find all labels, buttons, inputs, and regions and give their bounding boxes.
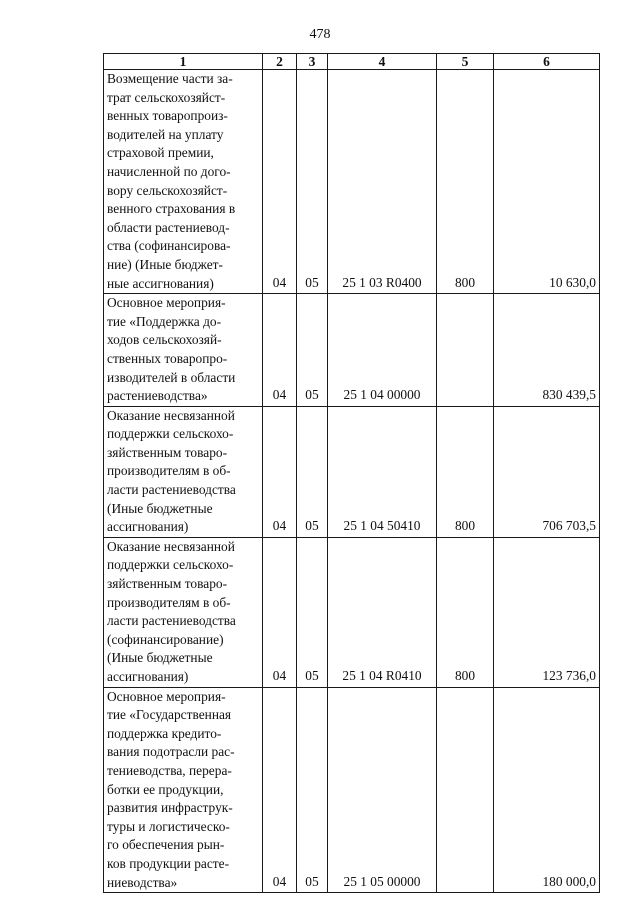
description-line: го обеспечения рын- — [107, 837, 225, 853]
target-article-code-value: 25 1 04 00000 — [343, 387, 421, 403]
target-article-code-value: 25 1 05 00000 — [343, 873, 421, 889]
table-row — [104, 294, 600, 407]
description-line: (Иные бюджетные — [107, 650, 213, 666]
subsection-code — [297, 687, 328, 893]
header-col-1: 1 — [104, 54, 263, 70]
table-row — [104, 687, 600, 893]
target-article-code — [328, 406, 437, 537]
table-row — [104, 70, 600, 294]
description-line: поддержки сельскохо- — [107, 426, 234, 442]
description-line: ные ассигнования) — [107, 275, 214, 291]
section-code — [263, 70, 297, 294]
description-line: ботки ее продукции, — [107, 781, 224, 797]
description-line: тениеводства, перера- — [107, 762, 232, 778]
amount-value: 830 439,5 — [542, 387, 596, 403]
row-description — [104, 294, 263, 407]
description-line: ассигнования) — [107, 669, 189, 684]
subsection-code-value: 05 — [305, 668, 319, 683]
target-article-code — [328, 70, 437, 294]
section-code — [263, 687, 297, 893]
description-line: ассигнования) — [107, 519, 189, 535]
amount — [494, 294, 600, 407]
amount-value: 123 736,0 — [542, 668, 596, 683]
subsection-code — [297, 406, 328, 537]
description-line: поддержка кредито- — [107, 725, 222, 741]
subsection-code — [297, 537, 328, 687]
description-line: ласти растениеводства — [107, 613, 236, 629]
page-number: 478 — [309, 27, 331, 42]
row-description — [104, 406, 263, 537]
description-line: ние) (Иные бюджет- — [107, 256, 223, 272]
description-line: (софинансирование) — [107, 631, 224, 647]
amount-value: 10 630,0 — [549, 274, 596, 290]
description-line: изводителей в области — [107, 369, 236, 385]
header-col-2: 2 — [263, 54, 297, 70]
description-line: зяйственным товаро- — [107, 444, 228, 460]
subsection-code — [297, 70, 328, 294]
description-line: области растениевод- — [107, 219, 230, 235]
description-line: растениеводства» — [107, 388, 208, 404]
description-line: венного страхования в — [107, 201, 236, 217]
subsection-code-value: 05 — [305, 387, 319, 403]
description-line: страховой премии, — [107, 145, 214, 161]
expense-type-code — [437, 687, 494, 893]
description-line: тие «Государственная — [107, 707, 232, 723]
description-line: ходов сельскохозяй- — [107, 332, 222, 348]
row-description — [104, 687, 263, 893]
description-line: поддержки сельскохо- — [107, 557, 234, 573]
target-article-code — [328, 294, 437, 407]
description-line: венных товаропроиз- — [107, 108, 228, 124]
description-line: (Иные бюджетные — [107, 500, 213, 516]
description-line: ниеводства» — [107, 874, 178, 890]
header-col-4: 4 — [328, 54, 437, 70]
header-col-6: 6 — [494, 54, 600, 70]
amount — [494, 687, 600, 893]
target-article-code-value: 25 1 03 R0400 — [342, 274, 422, 290]
description-line: Основное мероприя- — [107, 688, 226, 704]
expense-type-code — [437, 294, 494, 407]
header-col-5: 5 — [437, 54, 494, 70]
description-line: ков продукции расте- — [107, 855, 230, 871]
description-line: производителям в об- — [107, 463, 231, 479]
amount — [494, 537, 600, 687]
expense-type-code-value: 800 — [454, 668, 476, 683]
description-line: Оказание несвязанной — [107, 538, 235, 554]
section-code-value: 04 — [272, 518, 287, 534]
expense-type-code-value: 800 — [454, 518, 476, 534]
budget-table — [103, 53, 600, 893]
description-line: туры и логистическо- — [107, 818, 230, 834]
description-line: Оказание несвязанной — [107, 407, 235, 423]
table-row — [104, 406, 600, 537]
amount — [494, 70, 600, 294]
expense-type-code — [437, 406, 494, 537]
description-line: вору сельскохозяйст- — [107, 182, 228, 198]
description-line: Основное мероприя- — [107, 295, 226, 311]
row-description — [104, 70, 263, 294]
description-line: ласти растениеводства — [107, 482, 236, 498]
expense-type-code — [437, 537, 494, 687]
subsection-code-value: 05 — [305, 518, 319, 534]
header-row — [104, 54, 600, 70]
amount-value: 180 000,0 — [542, 873, 596, 889]
section-code-value: 04 — [272, 668, 287, 683]
section-code-value: 04 — [272, 873, 287, 889]
expense-type-code-value: 800 — [454, 274, 476, 290]
section-code-value: 04 — [272, 274, 287, 290]
description-line: ства (софинансирова- — [107, 238, 231, 254]
table-row — [104, 537, 600, 687]
table-body — [104, 70, 600, 893]
target-article-code-value: 25 1 04 R0410 — [342, 668, 422, 683]
amount — [494, 406, 600, 537]
target-article-code — [328, 537, 437, 687]
description-line: начисленной по дого- — [107, 163, 231, 179]
header-col-3: 3 — [297, 54, 328, 70]
description-line: водителей на уплату — [107, 126, 224, 142]
description-line: тие «Поддержка до- — [107, 313, 222, 329]
section-code-value: 04 — [272, 387, 287, 403]
description-line: ственных товаропро- — [107, 350, 228, 366]
subsection-code-value: 05 — [305, 274, 319, 290]
description-line: зяйственным товаро- — [107, 576, 228, 592]
expense-type-code — [437, 70, 494, 294]
expense-type-code-value — [440, 891, 490, 892]
target-article-code — [328, 687, 437, 893]
subsection-code — [297, 294, 328, 407]
section-code — [263, 406, 297, 537]
description-line: вания подотрасли рас- — [107, 744, 235, 760]
description-line: Возмещение части за- — [107, 71, 233, 86]
description-line: трат сельскохозяйст- — [107, 89, 226, 105]
section-code — [263, 537, 297, 687]
amount-value: 706 703,5 — [542, 518, 596, 534]
description-line: производителям в об- — [107, 594, 231, 610]
section-code — [263, 294, 297, 407]
description-line: развития инфраструк- — [107, 800, 233, 816]
target-article-code-value: 25 1 04 50410 — [343, 518, 421, 534]
subsection-code-value: 05 — [305, 873, 319, 889]
row-description — [104, 537, 263, 687]
